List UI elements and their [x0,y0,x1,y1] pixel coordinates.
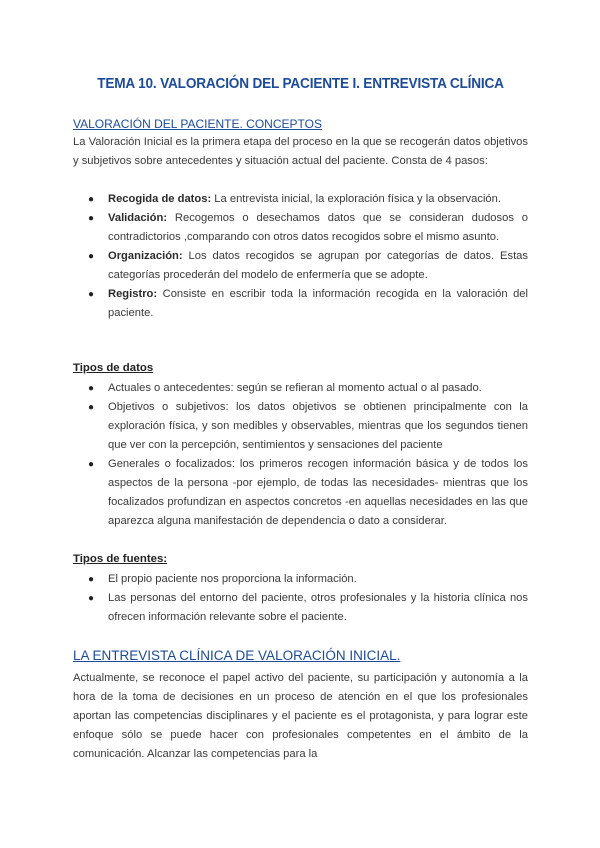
list-item [73,247,528,285]
bullet-icon: ● [88,593,95,604]
tipos-datos-heading: Tipos de datos [73,362,154,374]
step-text: Recogemos o desechamos datos que se consideran dudosos o contradictorios ,comparando con otros datos recogidos sobre el mismo asunto. [108,212,528,243]
list-item [73,455,528,531]
tipos-datos-list [73,379,528,531]
step-term: Organización: [108,250,183,262]
bullet-icon: ● [88,574,95,585]
entrevista-paragraph: Actualmente, se reconoce el papel activo del paciente, su participación y autonomía a la hora de la toma de decisiones en un proceso de atención en el que los profesionales aportan las competencias disciplinares y el paciente es el protagonista, y para lograr este enfoque sólo se puede hacer con profesionales competentes en el ámbito de la comunicación. Alcanzar las competencias para la [73,672,528,760]
bullet-icon: ● [88,194,95,205]
tipos-fuentes-heading: Tipos de fuentes: [73,553,168,565]
bullet-icon: ● [88,383,95,394]
tipos-fuentes-list [73,570,528,627]
bullet-icon: ● [88,213,95,224]
step-text: Los datos recogidos se agrupan por categorías de datos. Estas categorías procederán del modelo de enfermería que se adopte. [108,250,528,281]
list-item [73,209,528,247]
step-text: Consiste en escribir toda la información recogida en la valoración del paciente. [108,288,528,319]
list-item [73,285,528,323]
step-text: La entrevista inicial, la exploración física y la observación. [211,193,501,205]
list-item-text: Generales o focalizados: los primeros recogen información básica y de todos los aspectos de la persona -por ejemplo, de todas las necesidades- mientras que los focalizados profundizan en aspectos concretos -en aquellas necesidades en las que aparezca alguna manifestación de dependencia o dato a considerar. [108,458,528,527]
list-item [73,589,528,627]
intro-paragraph: La Valoración Inicial es la primera etapa del proceso en la que se recogerán datos objetivos y subjetivos sobre antecedentes y situación actual del paciente. Consta de 4 pasos: [73,136,528,167]
list-item [73,379,528,398]
steps-list [73,190,528,323]
bullet-icon: ● [88,251,95,262]
bullet-icon: ● [88,402,95,413]
list-item [73,570,528,589]
bullet-icon: ● [88,459,95,470]
step-term: Validación: [108,212,168,224]
list-item-text: Objetivos o subjetivos: los datos objetivos se obtienen principalmente con la exploración física, y son medibles y observables, mientras que los segundos tienen que ver con la percepción, sentimientos y sensaciones del paciente [108,401,528,451]
step-term: Recogida de datos: [108,193,212,205]
step-term: Registro: [108,288,158,300]
list-item-text: Las personas del entorno del paciente, otros profesionales y la historia clínica nos ofrecen información relevante sobre el paciente. [108,592,528,623]
section-heading-conceptos: VALORACIÓN DEL PACIENTE. CONCEPTOS [73,117,322,131]
list-item [73,190,528,209]
list-item-text: El propio paciente nos proporciona la información. [108,573,357,585]
document-title: TEMA 10. VALORACIÓN DEL PACIENTE I. ENTREVISTA CLÍNICA [97,76,504,92]
list-item [73,398,528,455]
bullet-icon: ● [88,289,95,300]
list-item-text: Actuales o antecedentes: según se refieran al momento actual o al pasado. [108,382,482,394]
section-heading-entrevista: LA ENTREVISTA CLÍNICA DE VALORACIÓN INICIAL. [73,648,401,663]
